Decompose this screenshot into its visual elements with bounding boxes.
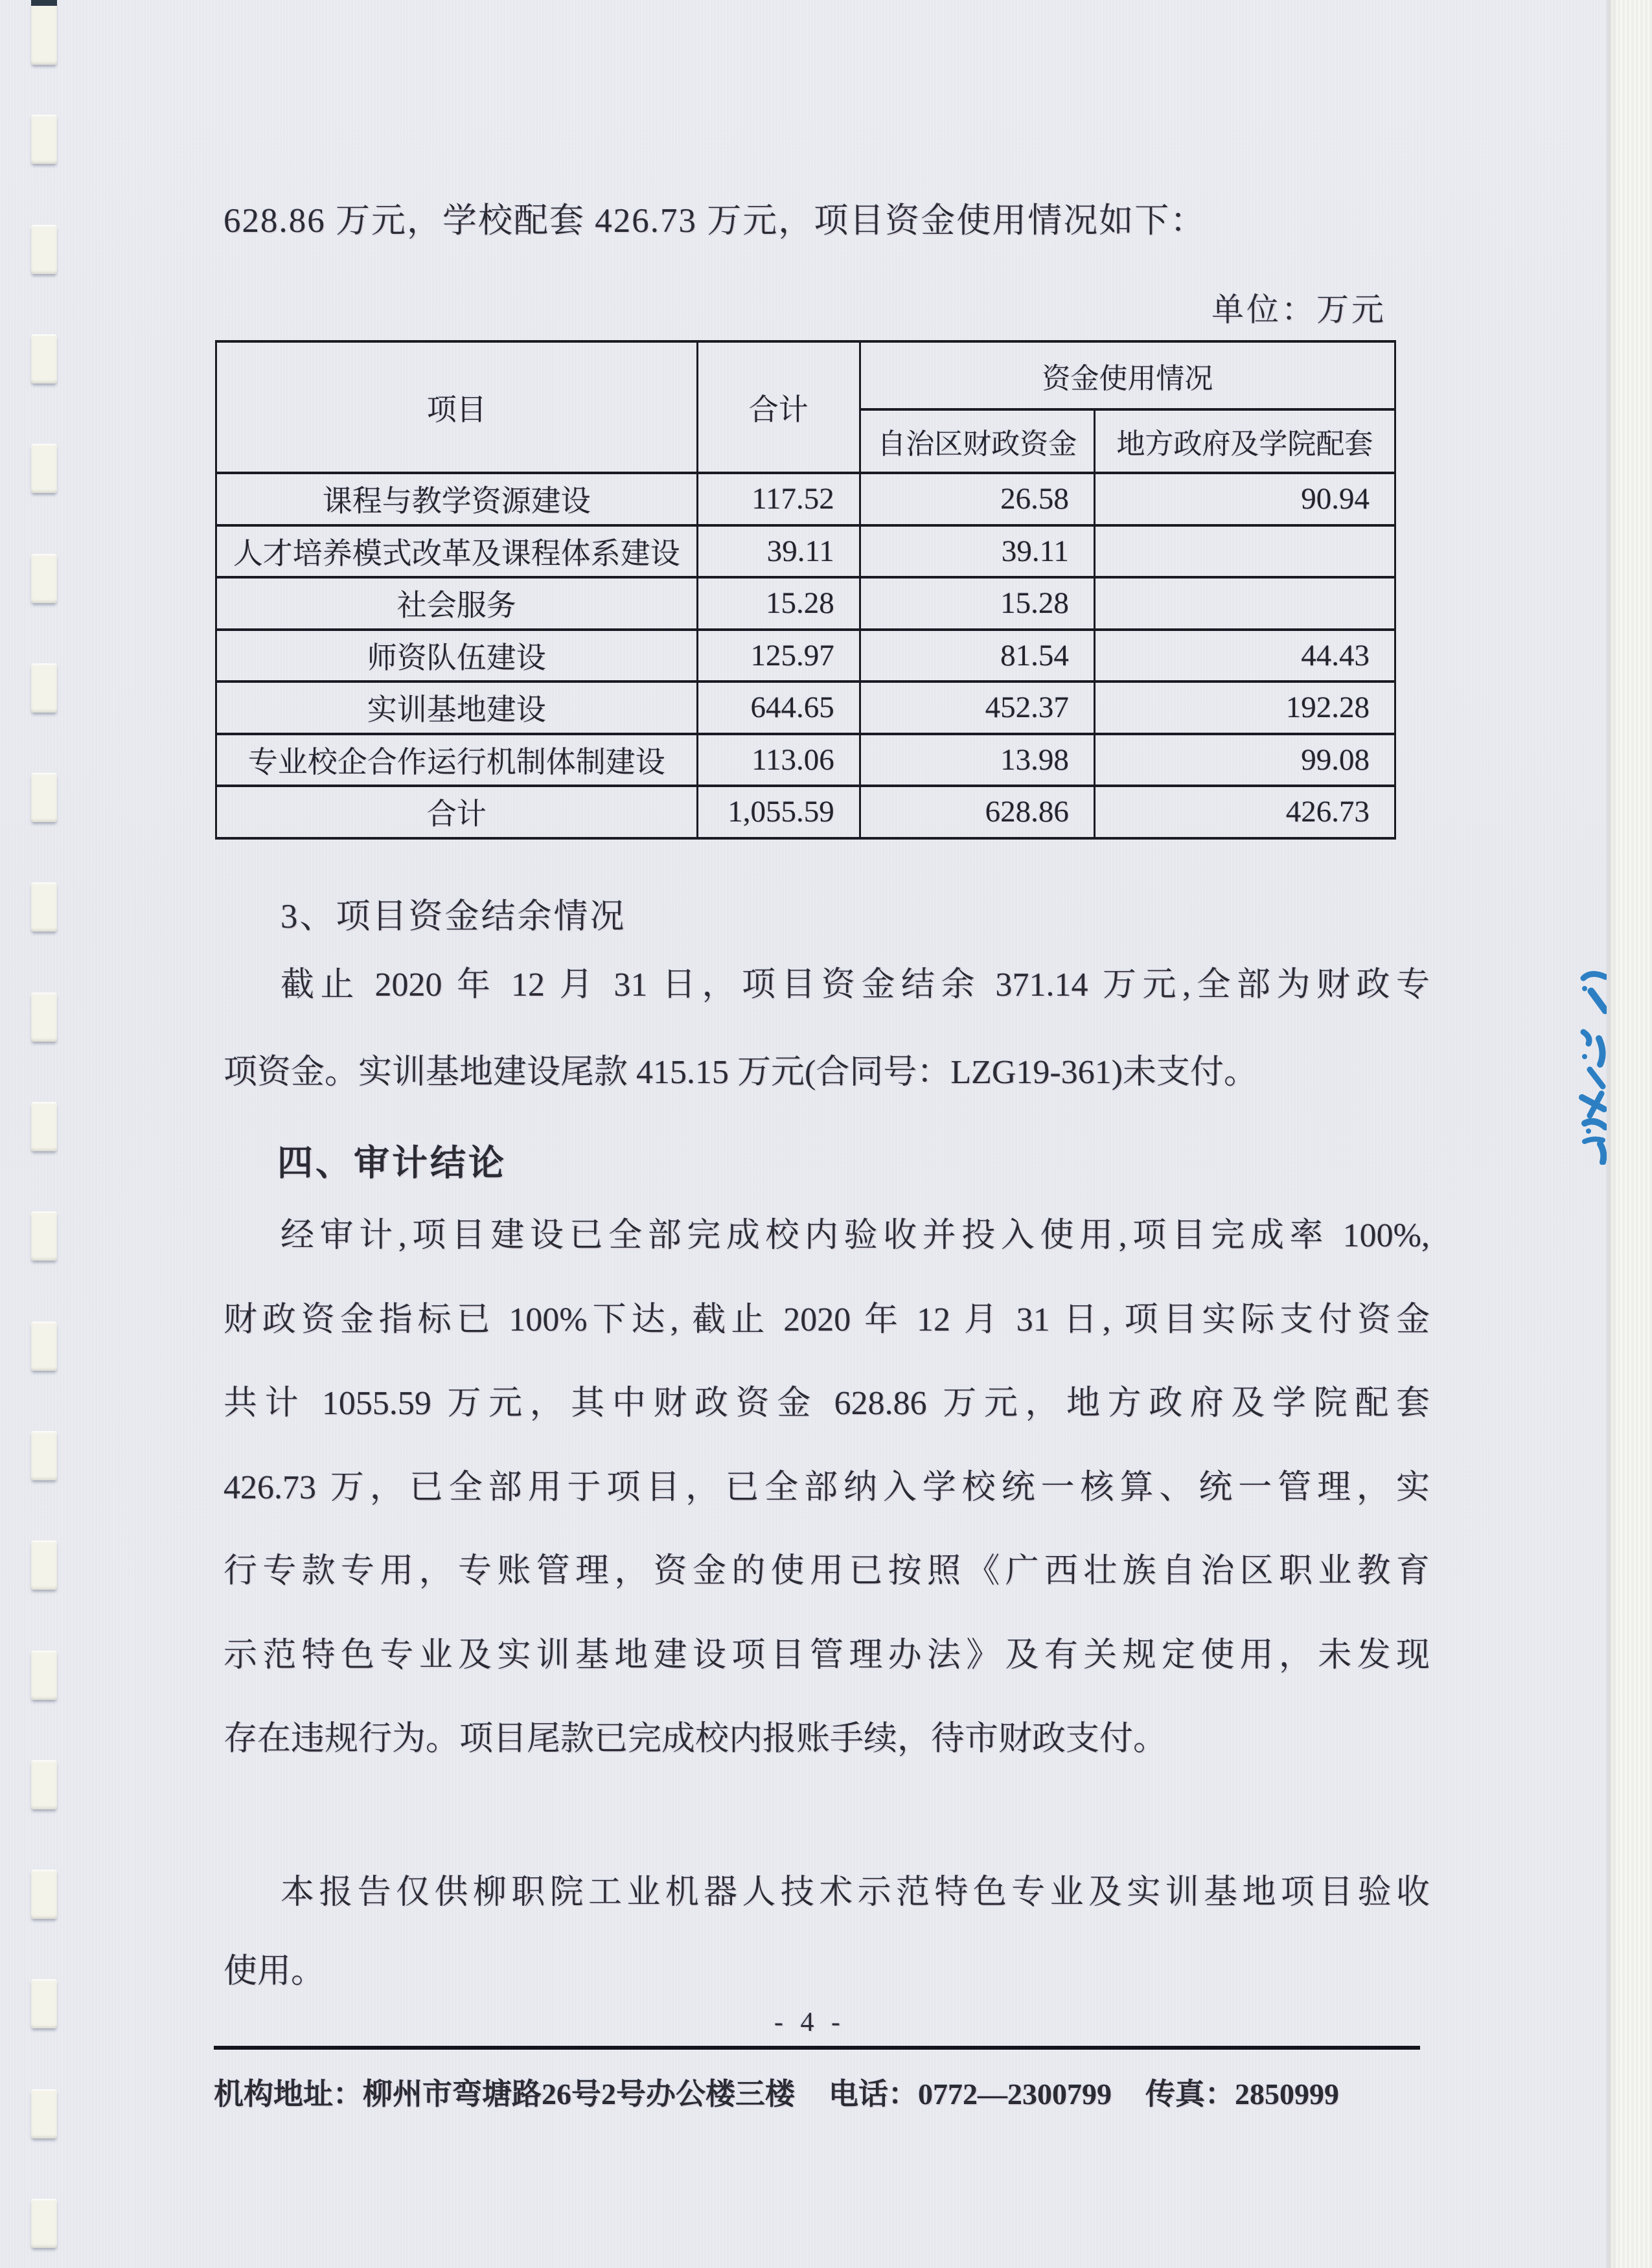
footer-address: 机构地址：柳州市弯塘路26号2号办公楼三楼 [214,2078,795,2111]
section-4-line: 示范特色专业及实训基地建设项目管理办法》及有关规定使用，未发现 [224,1636,1430,1674]
binding-hole [31,882,57,932]
col-header-project: 项目 [216,341,698,473]
table-header-row [216,341,1395,409]
binding-hole [31,663,57,713]
cell-local [1094,577,1395,630]
cell-local: 90.94 [1094,473,1395,525]
section-3-line: 截止 2020 年 12 月 31 日，项目资金结余 371.14 万元,全部为财政专 [281,967,1430,1003]
section-3-heading: 3、项目资金结余情况 [281,898,626,935]
cell-local: 99.08 [1094,734,1395,786]
binding-hole [31,115,57,164]
binding-hole [31,2089,57,2138]
cell-project: 师资队伍建设 [216,630,698,682]
closing-paragraph [224,1853,1430,2011]
cell-regional: 452.37 [860,682,1094,734]
section-4-line: 426.73 万，已全部用于项目，已全部纳入学校统一核算、统一管理，实 [224,1469,1430,1506]
cell-total: 39.11 [697,525,860,578]
cell-regional: 15.28 [860,577,1094,630]
col-header-local-matching: 地方政府及学院配套 [1094,409,1395,473]
binding-hole [31,1541,57,1590]
binding-hole [31,225,57,274]
section-4-heading: 四、审计结论 [277,1143,507,1183]
section-3-paragraph [224,941,1430,1116]
cell-project: 人才培养模式改革及课程体系建设 [216,525,698,578]
section-4-line: 行专款专用，专账管理，资金的使用已按照《广西壮族自治区职业教育 [224,1553,1430,1590]
binding-hole [31,773,57,822]
binding-hole [31,444,57,493]
binding-hole [31,334,57,384]
binding-hole [31,1870,57,1919]
table-row [216,525,1395,578]
ink-mark [1576,1090,1609,1135]
ink-mark [1581,1135,1609,1165]
binding-hole [31,1,57,65]
ink-mark [1577,1027,1609,1090]
table-row [216,577,1395,630]
cell-total: 113.06 [697,734,860,786]
col-header-usage-group: 资金使用情况 [860,341,1395,409]
cell-regional: 13.98 [860,734,1094,786]
binding-hole [31,1102,57,1151]
unit-label: 单位：万元 [1211,292,1386,328]
cell-project: 专业校企合作运行机制体制建设 [216,734,698,786]
section-4-paragraph [224,1194,1430,1781]
table-row [216,473,1395,525]
binding-hole [31,554,57,603]
cell-total: 644.65 [697,682,860,734]
binding-hole [31,1431,57,1480]
cell-total: 1,055.59 [697,786,860,838]
cell-local [1094,525,1395,578]
binding-hole [31,992,57,1042]
binding-hole [31,1211,57,1261]
section-3-line: 项资金。实训基地建设尾款 415.15 万元(合同号：LZG19-361)未支付。 [224,1054,1258,1091]
cell-total: 117.52 [697,473,860,525]
cell-project: 课程与教学资源建设 [216,473,698,525]
closing-line: 使用。 [224,1953,325,1990]
cell-total: 15.28 [697,577,860,630]
cell-regional: 39.11 [860,525,1094,578]
footer-rule [214,2046,1420,2050]
cell-total: 125.97 [697,630,860,682]
col-header-regional-fiscal: 自治区财政资金 [860,409,1094,473]
footer-fax: 传真：2850999 [1145,2078,1339,2111]
section-4-line: 共计 1055.59 万元，其中财政资金 628.86 万元，地方政府及学院配套 [224,1385,1430,1422]
closing-line: 本报告仅供柳职院工业机器人技术示范特色专业及实训基地项目验收 [281,1874,1430,1911]
ink-mark [1579,969,1609,1014]
cell-project: 合计 [216,786,698,838]
cell-local: 426.73 [1094,786,1395,838]
section-4-line: 存在违规行为。项目尾款已完成校内报账手续，待市财政支付。 [224,1721,1167,1758]
col-header-total: 合计 [697,341,860,473]
footer [214,2070,1477,2113]
page-number: - 4 - [774,2008,845,2037]
scan-edge [1607,0,1652,2268]
cell-project: 实训基地建设 [216,682,698,734]
cell-regional: 628.86 [860,786,1094,838]
section-4-line: 经审计,项目建设已全部完成校内验收并投入使用,项目完成率 100%, [281,1217,1430,1254]
section-4-line: 财政资金指标已 100%下达, 截止 2020 年 12 月 31 日, 项目实际支付资金 [224,1301,1430,1338]
binding-hole [31,2199,57,2248]
cell-project: 社会服务 [216,577,698,630]
cell-local: 192.28 [1094,682,1395,734]
cell-local: 44.43 [1094,630,1395,682]
table-row [216,786,1395,838]
paragraph-continued: 628.86 万元，学校配套 426.73 万元，项目资金使用情况如下： [224,202,1206,240]
binding-hole [31,1651,57,1700]
binding-hole [31,1760,57,1809]
footer-phone: 电话：0772—2300799 [829,2078,1112,2111]
table-row [216,734,1395,786]
binding-hole [31,1322,57,1371]
binding-hole-shadow [31,0,57,6]
table-row [216,682,1395,734]
binding-hole [31,1979,57,2028]
fund-usage-table [215,340,1396,840]
cell-regional: 26.58 [860,473,1094,525]
table-row [216,630,1395,682]
cell-regional: 81.54 [860,630,1094,682]
